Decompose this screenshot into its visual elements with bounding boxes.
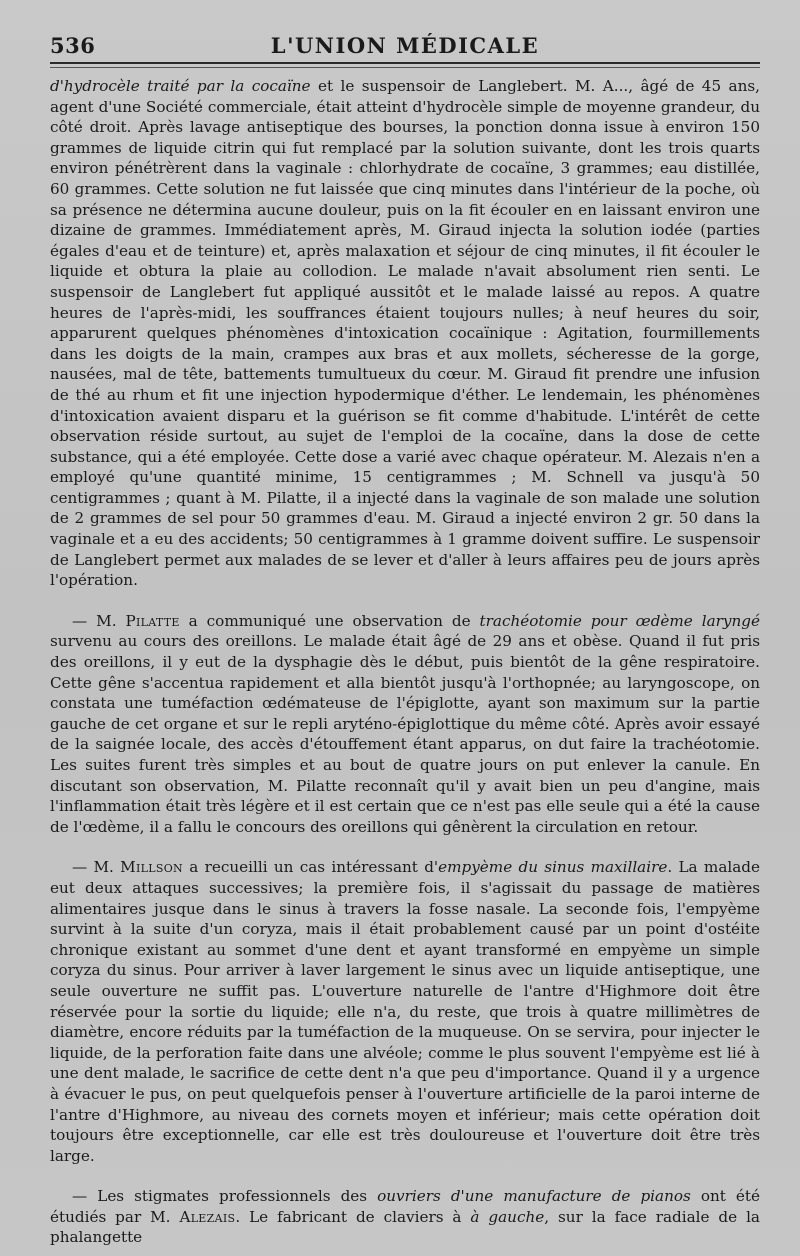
italic-text: empyème du sinus maxillaire [438,858,668,877]
paragraph-hydrocele [50,76,760,591]
paragraph-text: a communiqué une observation de [179,611,480,630]
paragraph-text: a recueilli un cas intéressant d' [182,858,439,877]
author-name: Alezais [179,1207,236,1226]
paragraph-text: — Les stigmates professionnels des [72,1187,378,1206]
paragraph-text: . La malade eut deux attaques successives; la première fois, il s'agissait du passage de matières alimentaires jusque dans le sinus à travers la fosse nasale. La seconde fois, l'empyème survint à la suite d'un coryza, mais il était probablement causé par un point d'ostéite chronique existant au sommet d'une dent et ayant transformé en empyème un simple coryza du sinus. Pour arriver à laver largement le sinus avec un liquide antiseptique, une seule ouverture ne suffit pas. L'ouverture naturelle de l'antre d'Highmore doit être réservée pour la sortie du liquide; elle n'a, du reste, que trois à quatre millimètres de diamètre, encore réduits par la tuméfaction de la muqueuse. On se servira, pour injecter le liquide, de la perforation faite dans une alvéole; comme le plus souvent l'empyème est lié à une dent malade, le sacrifice de cette dent n'a que peu d'importance. Quand il y a urgence à évacuer le pus, on peut quelquefois penser à l'ouverture artificielle de la paroi interne de l'antre d'Highmore, au niveau des cornets moyen et inférieur; mais cette opération doit toujours être exceptionnelle, car elle est très douloureuse et l'ouverture doit être très large. [50,858,760,1165]
paragraph-text: ont été étudiés par M. [50,1187,761,1226]
paragraph-text: — M. [72,611,126,630]
paragraph-text: . Le fabricant de claviers à [235,1207,471,1226]
italic-text: ouvriers d'une manufacture de pianos [377,1187,691,1206]
paragraph-text: survenu au cours des oreillons. Le malade était âgé de 29 ans et obèse. Quand il fut pris des oreillons, il y eut de la dysphagie dès le début, puis bientôt de la gêne respiratoire. Cette gêne s'accentua rapidement et alla bientôt jusqu'à l'orthopnée; au laryngoscope, on constata une tuméfaction œdémateuse de l'épiglotte, ayant son maximum sur la partie gauche de cet organe et sur le repli aryténo-épiglottique du même côté. Après avoir essayé de la saignée locale, des accès d'étouffement étant apparus, on dut faire la trachéotomie. Les suites furent très simples et au bout de quatre jours on put enlever la canule. En discutant son observation, M. Pilatte reconnaît qu'il y avait bien un peu d'angine, mais l'inflammation était très légère et il est certain que ce n'est pas elle seule qui a été la cause de l'œdème, il a fallu le concours des oreillons qui gênèrent la circulation en retour. [50,632,760,836]
page-number: 536 [50,33,96,58]
page-header [50,22,760,64]
italic-text: d'hydrocèle traité par la cocaïne [50,77,311,95]
article-body [50,76,760,1248]
paragraph-empyeme [50,857,760,1166]
running-title: L'UNION MÉDICALE [270,33,540,58]
author-name: Pilatte [125,611,180,630]
author-name: Millson [120,858,183,877]
paragraph-text: — M. [72,858,121,877]
italic-text: à gauche [470,1207,545,1226]
paragraph-text: , sur la face radiale de la phalangette [50,1207,760,1247]
header-rule [50,67,760,68]
paragraph-text: et le suspensoir de Langlebert. M. A..., âgé de 45 ans, agent d'une Société commerciale, était atteint d'hydrocèle simple de moyenne grandeur, du côté droit. Après lavage antiseptique des bourses, la ponction donna issue à environ 150 grammes de liquide citrin qui fut remplacé par la solution suivante, dont les trois quarts environ pénétrèrent dans la vaginale : chlorhydrate de cocaïne, 3 grammes; eau distillée, 60 grammes. Cette solution ne fut laissée que cinq minutes dans l'intérieur de la poche, où sa présence ne détermina aucune douleur, puis on la fit écouler en en laissant environ une dizaine de grammes. Immédiatement après, M. Giraud injecta la solution iodée (parties égales d'eau et de teinture) et, après malaxation et séjour de cinq minutes, il fit écouler le liquide et obtura la plaie au collodion. Le malade n'avait absolument rien senti. Le suspensoir de Langlebert fut appliqué aussitôt et le malade laissé au repos. A quatre heures de l'après-midi, les souffrances étaient toujours nulles; à neuf heures du soir, apparurent quelques phénomènes d'intoxication cocaïnique : Agitation, fourmillements dans les doigts de la main, crampes aux bras et aux mollets, sécheresse de la gorge, nausées, mal de tête, battements tumultueux du cœur. M. Giraud fit prendre une infusion de thé au rhum et fit une injection hypodermique d'éther. Le lendemain, les phénomènes d'intoxication avaient disparu et la guérison se fit comme d'habitude. L'intérêt de cette observation réside surtout, au sujet de l'emploi de la cocaïne, dans la dose de cette substance, qui a été employée. Cette dose a varié avec chaque opérateur. M. Alezais n'en a employé qu'une quantité minime, 15 centigrammes ; M. Schnell va jusqu'à 50 centigrammes ; quant à M. Pilatte, il a injecté dans la vaginale de son malade une solution de 2 grammes de sel pour 50 grammes d'eau. M. Giraud a injecté environ 2 gr. 50 dans la vaginale et a eu des accidents; 50 centigrammes à 1 gramme doivent suffire. Le suspensoir de Langlebert permet aux malades de se lever et d'aller à leurs affaires peu de jours après l'opération. [50,77,760,590]
paragraph-stigmates [50,1186,760,1248]
paragraph-tracheotomie [50,611,760,838]
italic-text: trachéotomie pour œdème laryngé [479,611,760,630]
